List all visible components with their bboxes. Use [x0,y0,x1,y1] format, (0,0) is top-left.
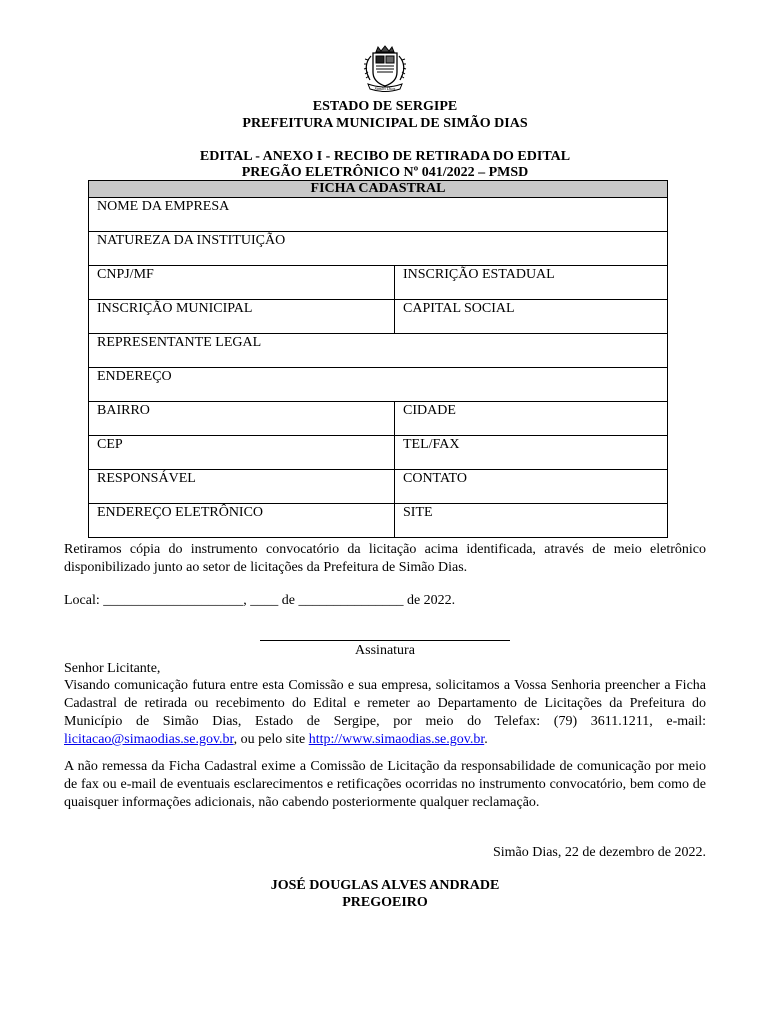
field-cidade[interactable] [395,402,668,436]
signer-role: PREGOEIRO [342,895,428,910]
local-date-line: Local: ____________________, ____ de _______________ de 2022. [64,593,456,608]
field-label: REPRESENTANTE LEGAL [97,335,262,350]
field-inscricao-estadual[interactable] [395,266,668,300]
site-prefix: , ou pelo site [233,732,309,747]
signature-label: Assinatura [355,643,415,658]
field-contato[interactable] [395,470,668,504]
field-capital-social[interactable] [395,300,668,334]
field-cnpj[interactable] [89,266,395,300]
field-label: SITE [403,505,433,520]
nao-remessa-paragraph: A não remessa da Ficha Cadastral exime a Comissão de Licitação da responsabilidade de comunicação por meio de fax ou e-mail de eventuais esclarecimentos e retificações ocorridas no instrumento convocatório, bem como de quaisquer informações adicionais, não cabendo posteriormente qualquer reclamação. [64,759,706,810]
field-telfax[interactable] [395,436,668,470]
field-label: CNPJ/MF [97,267,154,282]
field-label: CONTATO [403,471,467,486]
field-label: NATUREZA DA INSTITUIÇÃO [97,233,286,248]
field-label: CAPITAL SOCIAL [403,301,515,316]
field-endereco-eletronico[interactable] [89,504,395,538]
field-label: ENDEREÇO [97,369,172,384]
pregao-heading: PREGÃO ELETRÔNICO Nº 041/2022 – PMSD [241,165,529,180]
field-label: ENDEREÇO ELETRÔNICO [97,505,264,520]
crest-caption: Simão Dias [374,86,396,91]
field-endereco[interactable] [89,368,668,402]
retiramos-paragraph: Retiramos cópia do instrumento convocatório da licitação acima identificada, através de meio eletrônico disponibilizado junto ao setor de licitações da Prefeitura de Simão Dias. [64,542,706,575]
field-site[interactable] [395,504,668,538]
field-label: NOME DA EMPRESA [97,199,230,214]
visando-paragraph [64,677,706,749]
site-suffix: . [484,732,488,747]
state-heading: ESTADO DE SERGIPE [312,99,458,114]
date-line: Simão Dias, 22 de dezembro de 2022. [492,845,706,860]
field-label: TEL/FAX [403,437,460,452]
field-natureza[interactable] [89,232,668,266]
field-label: RESPONSÁVEL [97,471,196,486]
edital-heading: EDITAL - ANEXO I - RECIBO DE RETIRADA DO EDITAL [199,149,571,164]
signature-line [260,640,510,641]
field-cep[interactable] [89,436,395,470]
email-link[interactable]: licitacao@simaodias.se.gov.br [64,732,234,747]
signer-name: JOSÉ DOUGLAS ALVES ANDRADE [270,878,500,893]
field-label: CEP [97,437,123,452]
visando-text: Visando comunicação futura entre esta Comissão e sua empresa, solicitamos a Vossa Senhoria preencher a Ficha Cadastral de retirada ou recebimento do Edital e remeter ao Departamento de Licitações da Prefeitura do Município de Simão Dias, Estado de Sergipe, por meio do Telefax: (79) 3611.1211, e-mail: [64,678,706,729]
greeting: Senhor Licitante, [64,661,161,676]
field-bairro[interactable] [89,402,395,436]
field-label: CIDADE [403,403,456,418]
prefecture-heading: PREFEITURA MUNICIPAL DE SIMÃO DIAS [242,116,528,131]
site-link[interactable]: http://www.simaodias.se.gov.br [308,732,485,747]
field-label: INSCRIÇÃO MUNICIPAL [97,301,253,316]
field-label: INSCRIÇÃO ESTADUAL [403,267,555,282]
ficha-cadastral-table [88,180,668,538]
field-label: BAIRRO [97,403,150,418]
form-title: FICHA CADASTRAL [89,181,668,198]
field-representante[interactable] [89,334,668,368]
field-nome-empresa[interactable] [89,198,668,232]
field-inscricao-municipal[interactable] [89,300,395,334]
municipal-coat-of-arms-icon [356,44,414,94]
field-responsavel[interactable] [89,470,395,504]
